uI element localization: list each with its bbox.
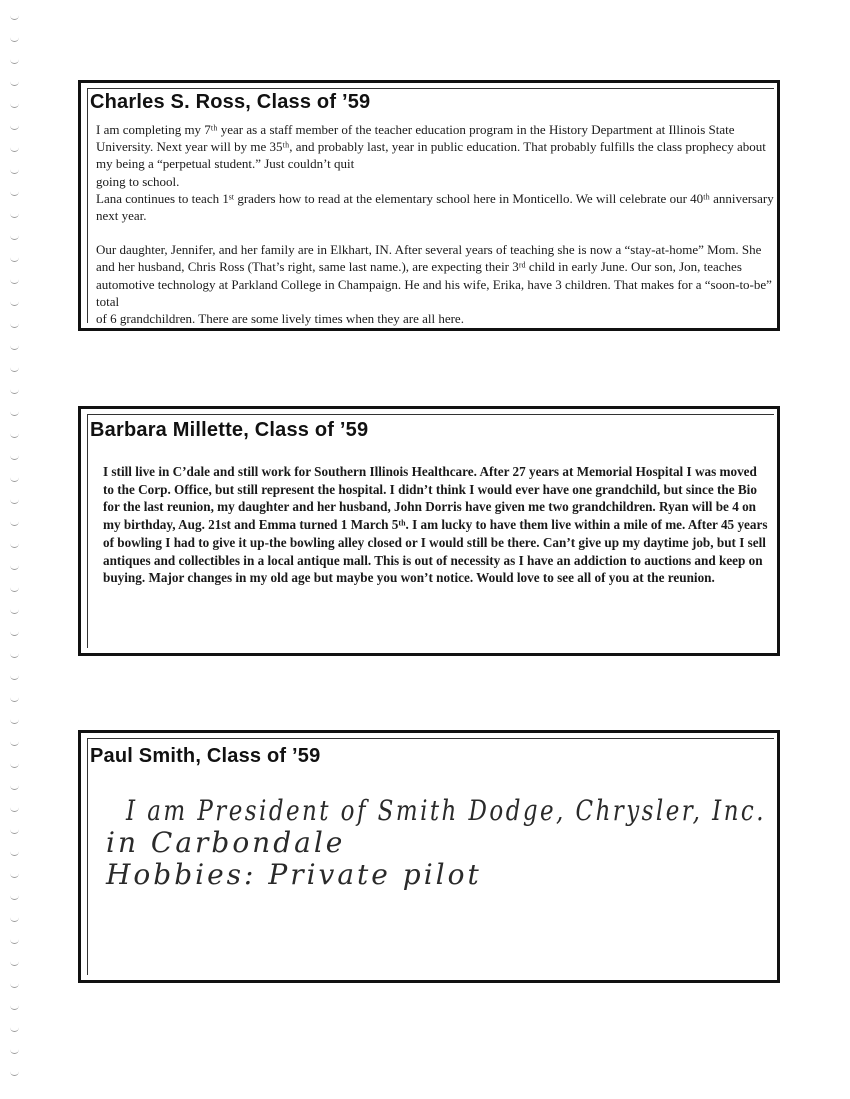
margin-mark — [10, 366, 19, 372]
margin-mark — [10, 58, 19, 64]
entry-body — [96, 121, 776, 327]
margin-mark — [10, 432, 19, 438]
margin-mark — [10, 322, 19, 328]
handwritten-line: I am President of Smith Dodge, Chrysler, Inc. — [125, 794, 766, 827]
handwritten-note — [106, 788, 786, 891]
margin-mark — [10, 102, 19, 108]
paragraph-spacer — [96, 224, 776, 241]
margin-mark — [10, 608, 19, 614]
margin-mark — [10, 806, 19, 812]
margin-mark — [10, 36, 19, 42]
margin-mark — [10, 212, 19, 218]
margin-mark — [10, 762, 19, 768]
margin-mark — [10, 80, 19, 86]
margin-mark — [10, 520, 19, 526]
margin-mark — [10, 344, 19, 350]
margin-mark — [10, 872, 19, 878]
margin-mark — [10, 740, 19, 746]
entry-card-barbara-millette — [78, 406, 780, 656]
margin-mark — [10, 190, 19, 196]
margin-mark — [10, 1070, 19, 1076]
margin-mark — [10, 256, 19, 262]
margin-mark — [10, 916, 19, 922]
margin-mark — [10, 1026, 19, 1032]
handwritten-line: in Carbondale — [106, 826, 346, 859]
margin-mark — [10, 388, 19, 394]
margin-mark — [10, 476, 19, 482]
margin-mark — [10, 564, 19, 570]
margin-mark — [10, 124, 19, 130]
margin-mark — [10, 674, 19, 680]
margin-mark — [10, 300, 19, 306]
margin-mark — [10, 146, 19, 152]
margin-mark — [10, 542, 19, 548]
margin-mark — [10, 14, 19, 20]
margin-mark — [10, 630, 19, 636]
entry-paragraph: Lana continues to teach 1ˢᵗ graders how to read at the elementary school here in Monticello. We will celebrate our 40ᵗʰ anniversary next year. — [96, 190, 774, 224]
entry-title: Barbara Millette, Class of ’59 — [90, 419, 369, 441]
margin-mark — [10, 850, 19, 856]
margin-mark — [10, 1048, 19, 1054]
margin-mark — [10, 278, 19, 284]
margin-mark — [10, 498, 19, 504]
margin-mark — [10, 168, 19, 174]
margin-mark — [10, 718, 19, 724]
margin-mark — [10, 960, 19, 966]
margin-mark — [10, 894, 19, 900]
handwritten-line: Hobbies: Private pilot — [106, 858, 482, 891]
entry-title: Paul Smith, Class of ’59 — [90, 745, 321, 767]
entry-paragraph: Our daughter, Jennifer, and her family are in Elkhart, IN. After several years of teaching she is now a “stay-at-home” Mom. She and her husband, Chris Ross (That’s right, same last name.), are expecting their 3ʳᵈ child in early June. Our son, Jon, teaches automotive technology at Parkland College in Champaign. He and his wife, Erika, have 3 children. That makes for a “soon-to-be” total — [96, 242, 772, 309]
margin-mark — [10, 784, 19, 790]
entry-paragraph: I still live in C’dale and still work for Southern Illinois Healthcare. After 27 years at Memorial Hospital I was moved to the Corp. Office, but still represent the hospital. I didn’t think I would ever have one grandchild, but since the Bio for the last reunion, my daughter and her husband, John Dorris have given me two grandchildren. Ryan will be 4 on my birthday, Aug. 21st and Emma turned 1 March 5ᵗʰ. I am lucky to have them live within a mile of me. After 45 years of bowling I had to give it up-the bowling alley closed or I would still be there. Can’t give up my daytime job, but I sell antiques and collectibles in a local antique mall. This is out of necessity as I have an addiction to auctions and keep on buying. Major changes in my old age but maybe you won’t notice. Would love to see all of you at the reunion. — [103, 464, 768, 586]
margin-mark — [10, 938, 19, 944]
margin-mark — [10, 410, 19, 416]
margin-mark — [10, 696, 19, 702]
entry-title: Charles S. Ross, Class of ’59 — [90, 91, 371, 113]
binder-margin-marks — [6, 0, 26, 1099]
margin-mark — [10, 1004, 19, 1010]
entry-card-paul-smith — [78, 730, 780, 983]
margin-mark — [10, 454, 19, 460]
entry-paragraph: I am completing my 7ᵗʰ year as a staff member of the teacher education program in the History Department at Illinois State University. Next year will by me 35ᵗʰ, and probably last, year in public education. That probably fulfills the class prophecy about my being a “perpetual student.” Just couldn’t quit — [96, 122, 766, 172]
entry-paragraph: of 6 grandchildren. There are some lively times when they are all here. — [96, 311, 464, 327]
entry-body — [103, 463, 768, 587]
margin-mark — [10, 586, 19, 592]
margin-mark — [10, 234, 19, 240]
entry-paragraph: going to school. — [96, 173, 180, 189]
entry-card-charles-ross — [78, 80, 780, 331]
margin-mark — [10, 982, 19, 988]
margin-mark — [10, 828, 19, 834]
margin-mark — [10, 652, 19, 658]
